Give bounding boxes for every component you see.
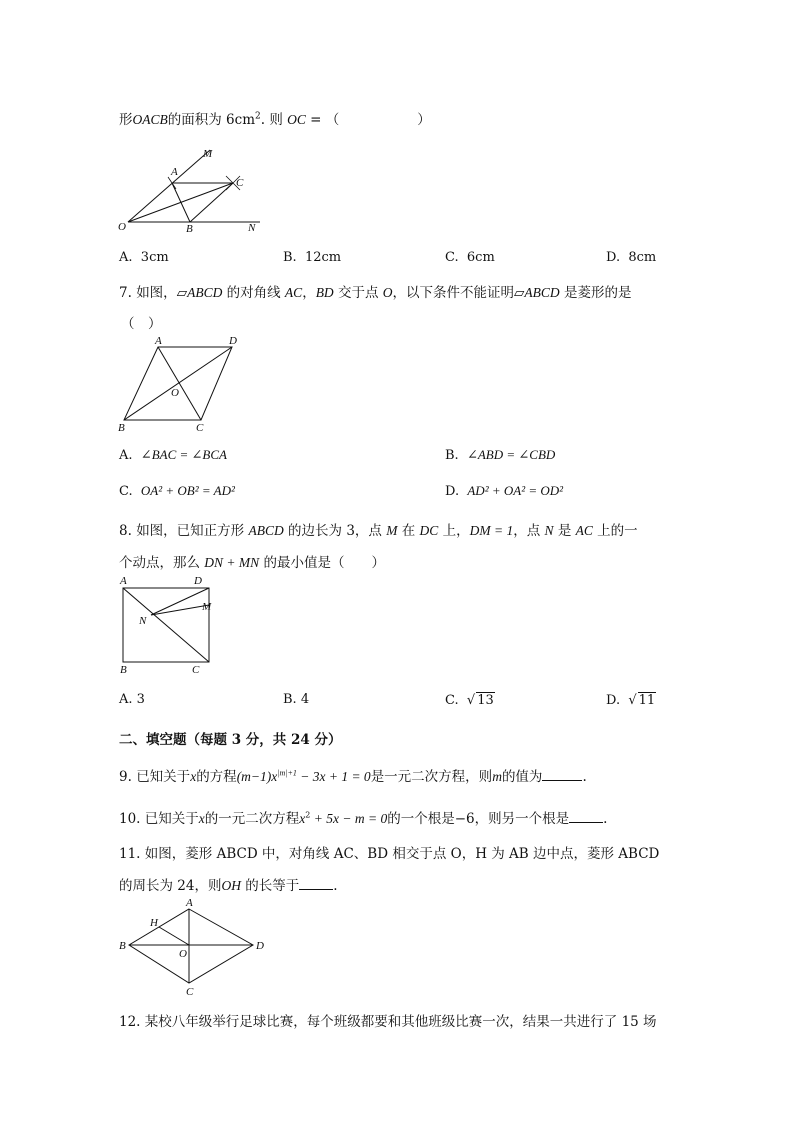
label-A: A <box>171 166 178 178</box>
label-B: B <box>119 940 126 952</box>
label-C: C <box>196 422 204 434</box>
q6-option-a[interactable]: A. 3cm <box>119 250 169 265</box>
label-N: N <box>248 222 256 234</box>
label-A: A <box>186 897 193 909</box>
q7-option-d[interactable]: D. AD² + OA² = OD² <box>445 483 564 499</box>
q7-option-a[interactable]: A. ∠BAC = ∠BCA <box>119 447 227 463</box>
label-B: B <box>120 664 127 676</box>
label-D: D <box>194 575 202 587</box>
q6-option-b[interactable]: B. 12cm <box>283 250 342 265</box>
label-H: H <box>150 917 158 929</box>
label-C: C <box>236 177 244 189</box>
q8-option-c[interactable]: C. √ 13 <box>445 693 494 708</box>
label-M: M <box>202 601 212 613</box>
label-B: B <box>186 223 193 235</box>
q8-option-d[interactable]: D. √ 11 <box>606 693 656 708</box>
section-title: 二、填空题（每题 3 分，共 24 分） <box>119 732 342 748</box>
q12-stem: 12. 某校八年级举行足球比赛，每个班级都要和其他班级比赛一次，结果一共进行了 15 场 <box>119 1014 657 1030</box>
label-A: A <box>120 575 127 587</box>
q7-figure <box>115 335 255 435</box>
q10-answer-blank[interactable] <box>569 810 603 823</box>
q6-figure <box>115 145 275 240</box>
label-D: D <box>229 335 237 347</box>
q7-option-b[interactable]: B. ∠ABD = ∠CBD <box>445 447 556 463</box>
label-N: N <box>139 615 147 627</box>
q8-option-a[interactable]: A. 3 <box>119 692 145 707</box>
q10-stem: 10. 已知关于x的一元二次方程$x^2 + 5x - m = 0$的一个根是−6，则另一个根是 . <box>119 810 608 827</box>
q11-stem-line2: 的周长为 24，则OH 的长等于 . <box>119 878 338 894</box>
label-C: C <box>186 986 194 997</box>
label-C: C <box>192 664 200 676</box>
q8-stem-line2: 个动点，那么 DN + MN 的最小值是（ ） <box>119 555 385 571</box>
label-M: M <box>203 148 213 160</box>
q8-option-b[interactable]: B. 4 <box>283 692 310 707</box>
q6-stem: 形OACB的面积为 $6cm^2$. 则 OC = （ ） <box>119 111 431 128</box>
q7-paren: （ ） <box>121 316 162 332</box>
label-O: O <box>179 948 187 960</box>
q11-figure <box>115 897 270 997</box>
q9-answer-blank[interactable] <box>542 768 582 781</box>
q11-answer-blank[interactable] <box>299 877 333 890</box>
q9-stem: 9. 已知关于x的方程$(m-1)x^{|m|+1} - 3x + 1 = 0$是一元二次方程，则m的值为 . <box>119 768 587 785</box>
label-A: A <box>155 335 162 347</box>
q8-figure <box>115 573 225 678</box>
q11-stem-line1: 11. 如图，菱形 ABCD 中，对角线 AC、BD 相交于点 O，H 为 AB 边中点，菱形 ABCD <box>119 846 660 862</box>
label-O: O <box>171 387 179 399</box>
q6-option-c[interactable]: C. 6cm <box>445 250 495 265</box>
q7-option-c[interactable]: C. OA² + OB² = AD² <box>119 483 235 499</box>
label-D: D <box>256 940 264 952</box>
label-O: O <box>118 221 126 233</box>
q8-stem-line1: 8. 如图，已知正方形 ABCD 的边长为 3，点 M 在 DC 上，DM = 1，点 N 是 AC 上的一 <box>119 523 638 539</box>
label-B: B <box>118 422 125 434</box>
q6-option-d[interactable]: D. 8cm <box>606 250 657 265</box>
q7-stem: 7. 如图，▱ABCD 的对角线 AC，BD 交于点 O，以下条件不能证明▱ABCD 是菱形的是 <box>119 285 632 301</box>
